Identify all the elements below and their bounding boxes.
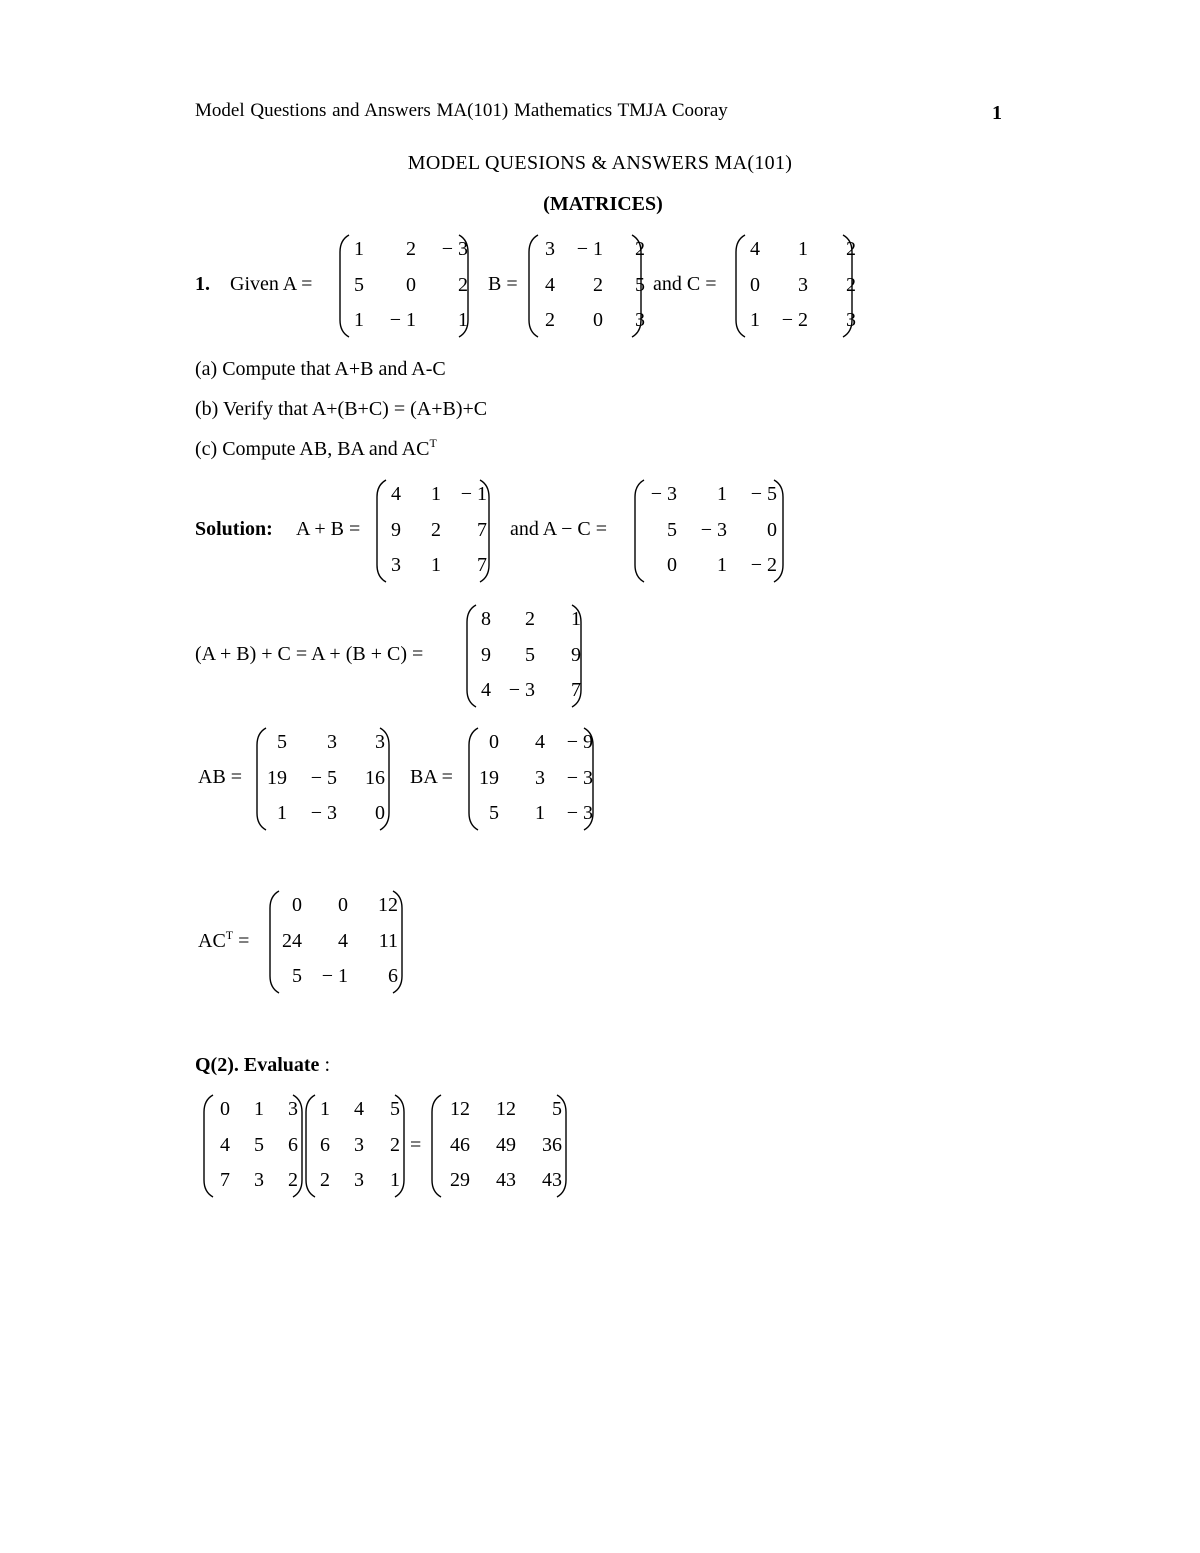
matrix-a <box>338 232 470 340</box>
matrix-entry: 29 <box>450 1169 470 1191</box>
matrix-entry: 4 <box>545 273 555 296</box>
matrix-entry: − 3 <box>566 802 593 824</box>
matrix-entry: 46 <box>450 1133 470 1156</box>
question-1-number: 1. <box>195 273 210 295</box>
matrix-entry: 7 <box>571 679 581 701</box>
matrix-entry: 11 <box>378 929 398 952</box>
matrix-entry: 1 <box>354 309 364 331</box>
matrix-entry: 0 <box>220 1098 230 1120</box>
matrix-entry: 2 <box>846 238 856 260</box>
matrix-entry: 5 <box>354 273 364 296</box>
matrix-entries <box>342 232 468 339</box>
matrix-entry: 4 <box>391 483 401 505</box>
part-b-text: (b) Verify that A+(B+C) = (A+B)+C <box>195 398 488 420</box>
matrix-entry: 3 <box>635 309 645 331</box>
document-title: MODEL QUESIONS & ANSWERS MA(101) <box>407 152 793 174</box>
matrix-entry: 2 <box>593 273 603 296</box>
matrix-entry: 2 <box>635 238 645 260</box>
matrix-entry: 24 <box>282 929 302 952</box>
matrix-entry: 4 <box>220 1133 230 1156</box>
matrix-entry: 1 <box>431 483 441 505</box>
matrix-entry: 1 <box>354 238 364 260</box>
matrix-entry: 4 <box>354 1098 364 1120</box>
matrix-entry: 43 <box>542 1169 562 1191</box>
matrix-ab <box>255 725 391 833</box>
matrix-entry: 19 <box>267 766 287 789</box>
matrix-entries <box>206 1092 298 1199</box>
matrix-entry: 3 <box>354 1169 364 1191</box>
matrix-entry: 6 <box>288 1133 298 1156</box>
associativity-label: (A + B) + C = A + (B + C) = <box>195 643 424 665</box>
matrix-entry: 2 <box>846 273 856 296</box>
matrix-entry: 4 <box>535 731 545 753</box>
matrix-entry: − 3 <box>650 483 677 505</box>
matrix-entry: 3 <box>535 766 545 789</box>
matrix-entry: 1 <box>320 1098 330 1120</box>
matrix-entry: 5 <box>292 965 302 987</box>
matrix-entry: 9 <box>571 643 581 666</box>
matrix-entry: − 3 <box>566 766 593 789</box>
page-header: Model Questions and Answers MA(101) Mathematics TMJA Cooray <box>195 100 728 121</box>
matrix-q2-result <box>430 1092 568 1200</box>
matrix-entry: 2 <box>320 1169 330 1191</box>
matrix-entry: 4 <box>481 679 491 701</box>
page-number: 1 <box>992 102 1002 124</box>
apb-label: A + B = <box>296 518 361 540</box>
matrix-entry: 1 <box>390 1169 400 1191</box>
matrix-entries <box>308 1092 400 1199</box>
matrix-entry: − 1 <box>576 238 603 260</box>
matrix-entry: 6 <box>388 965 398 987</box>
matrix-c <box>734 232 854 340</box>
matrix-entry: 4 <box>338 929 348 952</box>
matrix-entry: 0 <box>750 273 760 296</box>
matrix-entry: 5 <box>525 643 535 666</box>
matrix-entry: 1 <box>458 309 468 331</box>
matrix-entry: 1 <box>277 802 287 824</box>
matrix-entry: 19 <box>479 766 499 789</box>
matrix-entry: − 3 <box>310 802 337 824</box>
matrix-entry: − 2 <box>750 554 777 576</box>
question-2-label: Q(2). Evaluate : <box>195 1054 330 1076</box>
act-label: $AC^T$ = <box>198 928 250 952</box>
matrix-entry: 6 <box>320 1133 330 1156</box>
matrix-entry: 36 <box>542 1133 562 1156</box>
document-subtitle: (MATRICES) <box>543 193 663 215</box>
matrix-entry: − 2 <box>781 309 808 331</box>
matrix-entry: 0 <box>406 273 416 296</box>
matrix-entry: 1 <box>254 1098 264 1120</box>
matrix-entry: − 5 <box>310 766 337 789</box>
matrix-entry: 2 <box>431 518 441 541</box>
matrix-entry: 1 <box>717 554 727 576</box>
matrix-entry: 0 <box>338 894 348 916</box>
matrix-entry: 3 <box>354 1133 364 1156</box>
matrix-entry: 0 <box>489 731 499 753</box>
matrix-entry: 1 <box>717 483 727 505</box>
matrix-entry: 1 <box>571 608 581 630</box>
matrix-entry: 12 <box>496 1098 516 1120</box>
matrix-entry: 49 <box>496 1133 516 1156</box>
part-a-text: (a) Compute that A+B and A-C <box>195 358 446 380</box>
matrix-entry: 2 <box>545 309 555 331</box>
matrix-entry: 3 <box>375 731 385 753</box>
matrix-entry: 0 <box>292 894 302 916</box>
amc-label: and A − C = <box>510 518 608 540</box>
matrix-a-minus-c <box>633 477 785 585</box>
matrix-entry: 3 <box>254 1169 264 1191</box>
matrix-entries <box>272 888 398 995</box>
matrix-entry: 3 <box>846 309 856 331</box>
matrix-act <box>268 888 404 996</box>
matrix-entry: 3 <box>798 273 808 296</box>
matrix-entries <box>259 725 385 832</box>
matrix-entry: 2 <box>458 273 468 296</box>
matrix-entry: − 1 <box>460 483 487 505</box>
ba-label: BA = <box>410 766 453 788</box>
matrix-entry: 8 <box>481 608 491 630</box>
matrix-b <box>527 232 643 340</box>
matrix-entry: 3 <box>288 1098 298 1120</box>
matrix-entry: 5 <box>489 802 499 824</box>
matrix-entries <box>738 232 856 339</box>
ab-label: AB = <box>198 766 243 788</box>
matrix-entry: 5 <box>254 1133 264 1156</box>
matrix-entry: − 1 <box>389 309 416 331</box>
matrix-associativity-result <box>465 602 583 710</box>
matrix-q2-right <box>304 1092 406 1200</box>
part-c-text: (c) Compute AB, BA and $AC^T$ <box>195 436 437 460</box>
matrix-ba <box>467 725 595 833</box>
matrix-entry: − 9 <box>566 731 593 753</box>
matrix-entry: − 5 <box>750 483 777 505</box>
transpose-superscript: T <box>429 436 437 450</box>
matrix-entry: 3 <box>327 731 337 753</box>
solution-label: Solution: <box>195 518 273 540</box>
matrix-entry: 4 <box>750 238 760 260</box>
matrix-entries <box>379 477 487 584</box>
matrix-entry: 0 <box>767 518 777 541</box>
matrix-entry: 5 <box>390 1098 400 1120</box>
matrix-entry: 12 <box>378 894 398 916</box>
matrix-entry: 2 <box>288 1169 298 1191</box>
matrix-entry: 16 <box>365 766 385 789</box>
matrix-entry: 1 <box>431 554 441 576</box>
matrix-entry: − 3 <box>441 238 468 260</box>
matrix-entry: 3 <box>391 554 401 576</box>
q2-equals: = <box>410 1134 422 1156</box>
matrix-entry: 5 <box>552 1098 562 1120</box>
matrix-entry: 3 <box>545 238 555 260</box>
question-1-given: Given A = <box>230 273 313 295</box>
matrix-entry: 5 <box>635 273 645 296</box>
matrix-entry: 2 <box>406 238 416 260</box>
matrix-b-label: B = <box>488 273 518 295</box>
matrix-entry: 43 <box>496 1169 516 1191</box>
matrix-entry: 1 <box>535 802 545 824</box>
matrix-entry: 7 <box>220 1169 230 1191</box>
matrix-entry: 12 <box>450 1098 470 1120</box>
matrix-entry: 9 <box>481 643 491 666</box>
matrix-entry: 1 <box>798 238 808 260</box>
matrix-q2-left <box>202 1092 304 1200</box>
matrix-entries <box>469 602 581 709</box>
matrix-entry: 0 <box>593 309 603 331</box>
matrix-entry: 5 <box>667 518 677 541</box>
matrix-entries <box>471 725 593 832</box>
matrix-entry: − 1 <box>321 965 348 987</box>
matrix-entry: 0 <box>375 802 385 824</box>
matrix-entry: 9 <box>391 518 401 541</box>
matrix-c-label: and C = <box>653 273 717 295</box>
matrix-entry: 2 <box>525 608 535 630</box>
matrix-entry: 7 <box>477 518 487 541</box>
matrix-entry: − 3 <box>508 679 535 701</box>
matrix-entries <box>531 232 645 339</box>
matrix-entries <box>637 477 777 584</box>
matrix-a-plus-b <box>375 477 491 585</box>
act-transpose-superscript: T <box>225 928 234 942</box>
matrix-entry: 0 <box>667 554 677 576</box>
matrix-entry: 2 <box>390 1133 400 1156</box>
matrix-entry: 5 <box>277 731 287 753</box>
matrix-entry: 1 <box>750 309 760 331</box>
matrix-entry: − 3 <box>700 518 727 541</box>
matrix-entries <box>434 1092 562 1199</box>
matrix-entry: 7 <box>477 554 487 576</box>
